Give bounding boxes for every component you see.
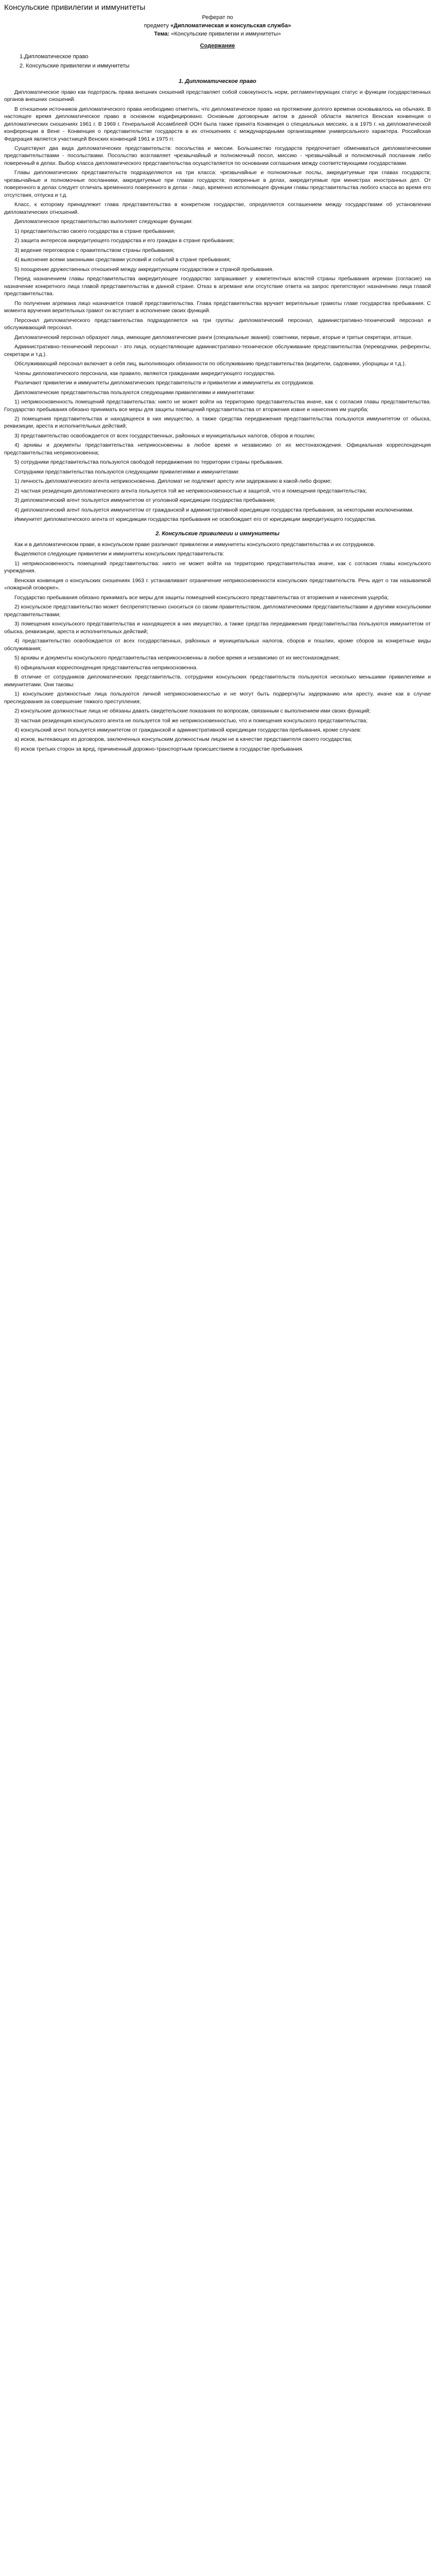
topic-value: «Консульские привилегии и иммунитеты» [171,30,281,37]
table-of-contents [4,42,431,71]
body-paragraph: 3) помещения консульского представительства и находящееся в них имущество, а также средства передвижения представительства пользуются иммунитетом от обыска, реквизиции, ареста и исполнительных действий; [4,621,431,635]
section-title: 1. Дипломатическое право [179,78,256,84]
body-paragraph: 5) поощрение дружественных отношений между аккредитующим государством и страной пребывания. [14,266,274,273]
body-paragraph: 5) архивы и документы консульского представительства неприкосновенны в любое время и независимо от их местонахождения; [14,655,340,662]
toc-title: Содержание [200,42,235,49]
body-paragraph: По получении агремана лицо назначается главой представительства. Глава представительства вручает верительные грамоты главе государства пребывания. С момента вручения верительных грамот он вступает в исполнение своих функций. [4,300,431,314]
body-paragraph: Как и в дипломатическом праве, в консульском праве различают привилегии и иммунитеты консульского представительства и их сотрудников. [14,541,375,548]
section [4,78,431,523]
document-kind: Реферат по [202,14,233,21]
body-paragraph: Персонал дипломатического представительства подразделяется на три группы: дипломатический персонал, административно-технический персонал и обслуживающий персонал. [4,317,431,331]
body-paragraph: Административно-технический персонал - это лица, осуществляющие административно-техническое обслуживание представительства (переводчики, референты, секретари и т.д.). [4,344,431,358]
body-paragraph: 1) неприкосновенность помещений представительства: никто не может войти на территорию представительства иначе, как с согласия главы консульского учреждения. [4,560,431,574]
body-paragraph: Государство пребывания обязано принимать все меры для защиты помещений консульского представительства от вторжения и нанесения ущерба; [14,594,389,601]
body-paragraph: В отношении источников дипломатического права необходимо отметить, что дипломатическое право на протяжении долгого времени основывалось на обычаях. В настоящее время дипломатическое право в основном кодифицировано. Основным договорным актом в данной области является Венская конвенция о дипломатических сношениях 1961 г. В 1969 г. Генеральной Ассамблеей ООН была также принята Конвенция о специальных миссиях, а в 1975 г. на дипломатической конференции в Вене - Конвенция о представительстве государств в их отношениях с международными организациями универсального характера. Российская Федерация является участницей Венских конвенций 1961 и 1975 гг. [4,106,431,142]
body-paragraph: 1) неприкосновенность помещений представительства: никто не может войти на территорию представительства иначе, как с согласия главы представительства. Государство пребывания обязано принимать все меры для защиты помещений представительства от вторжения извне и нанесения им ущерба; [4,399,431,413]
body-paragraph: Члены дипломатического персонала, как правило, являются гражданами аккредитующего государства. [14,370,275,377]
body-paragraph: Сотрудники представительства пользуются следующими привилегиями и иммунитетами: [14,468,240,475]
section-title: 2. Консульские привилегии и иммунитеты [155,530,280,537]
body-paragraph: б) исков третьих сторон за вред, причиненный дорожно-транспортным происшествием в государстве пребывания. [14,745,304,752]
body-paragraph: Выделяются следующие привилегии и иммунитеты консульских представительств: [14,551,224,557]
document-header [4,14,431,39]
body-paragraph: 3) дипломатический агент пользуется иммунитетом от уголовной юрисдикции государства пребывания; [14,497,276,504]
topic-label: Тема: [154,30,170,37]
body-paragraph: 4) представительство освобождается от всех государственных, районных и муниципальных налогов, сборов и пошлин, кроме сборов за конкретные виды обслуживания; [4,638,431,652]
body-paragraph: 4) выяснение всеми законными средствами условий и событий в стране пребывания; [14,257,231,263]
body-paragraph: Перед назначением главы представительства аккредитующее государство запрашивает у компетентных властей страны пребывания агреман (согласие) на назначение конкретного лица главой представительства в данной стране. Отказ в агремане или отсутствие ответа на запрос препятствуют назначению лица главой представительства. [4,276,431,297]
body-paragraph: 1) личность дипломатического агента неприкосновенна. Дипломат не подлежит аресту или задержанию в какой-либо форме; [14,478,332,485]
body-paragraph: Обслуживающий персонал включает в себя лиц, выполняющих обязанности по обслуживанию представительства (водители, садовники, уборщицы и т.д.). [14,361,406,367]
body-paragraph: Венская конвенция о консульских сношениях 1963 г. устанавливает ограничение неприкосновенности консульских представительств. Речь идет о так называемой «пожарной оговорке». [4,577,431,591]
body-paragraph: 1) консульские должностные лица пользуются личной неприкосновенностью и не могут быть подвергнуты задержанию или аресту, иначе как в случае преследования за совершение тяжкого преступления; [4,691,431,705]
body-paragraph: Иммунитет дипломатического агента от юрисдикции государства пребывания не освобождает его от юрисдикции аккредитующего государства. [14,516,377,523]
subject-label: предмету [144,22,169,29]
body-paragraph: 3) представительство освобождается от всех государственных, районных и муниципальных налогов, сборов и пошлин; [14,432,316,439]
body-paragraph: 6) официальная корреспонденция представительства неприкосновенна. [14,664,198,671]
body-paragraph: 5) сотрудники представительства пользуются свободой передвижения по территории страны пребывания. [14,459,283,466]
body-paragraph: 4) архивы и документы представительства неприкосновенны в любое время и независимо от их местонахождения. Официальная корреспонденция представительства неприкосновенна; [4,442,431,456]
section [4,531,431,753]
document-title: Консульские привилегии и иммунитеты [4,3,146,12]
body-paragraph: 2) консульские должностные лица не обязаны давать свидетельские показания по вопросам, связанным с выполнением ими своих функций; [14,708,371,715]
body-paragraph: 2) защита интересов аккредитующего государства и его граждан в стране пребывания; [14,238,234,244]
body-paragraph: 4) консульский агент пользуется иммунитетом от гражданской и административной юрисдикции государства пребывания, кроме случаев: [14,726,362,733]
body-paragraph: Дипломатическое право как подотрасль права внешних сношений представляет собой совокупность норм, регламентирующих статус и функции государственных органов внешних сношений. [4,89,431,103]
body-paragraph: 3) частная резиденция консульского агента не пользуется той же неприкосновенностью, что и помещения консульского представительства; [14,717,368,724]
body-paragraph: 3) ведение переговоров с правительством страны пребывания; [14,247,175,253]
toc-list [4,53,431,71]
document-page [0,0,436,765]
body-paragraph: 1) представительство своего государства в стране пребывания; [14,228,176,234]
body-paragraph: а) исков, вытекающих из договоров, заключенных консульским должностным лицом не в качестве представителя своего государства; [14,736,353,743]
body-paragraph: 2) помещения представительства и находящееся в них имущество, а также средства передвижения представительства пользуются иммунитетом от обыска, реквизиции, ареста и исполнительных действий; [4,416,431,430]
body-paragraph: Различают привилегии и иммунитеты дипломатических представительств и привилегии и иммунитеты их сотрудников. [14,380,315,386]
toc-item: 2. Консульские привилегии и иммунитеты [20,63,130,69]
toc-item: 1.Дипломатическое право [20,54,89,60]
subject-value: «Дипломатическая и консульская служба» [170,22,291,29]
topic-line [4,30,431,39]
body-paragraph: Дипломатическое представительство выполняет следующие функции: [14,218,193,225]
document-body [4,78,431,753]
body-paragraph: Главы дипломатических представительств подразделяются на три класса: чрезвычайные и полномочные послы, аккредитуемые при главах государств; чрезвычайные и полномочные посланники, аккредитуемые при главах государств; поверенные в делах, аккредитуемые при министрах иностранных дел. От поверенного в делах следует отличать временного поверенного в делах - лицо, временно исполняющее функции главы представительства любого класса во время его отсутствия, отпуска и т.д. [4,170,431,198]
body-paragraph: Существуют два вида дипломатических представительств: посольства и миссии. Большинство государств предпочитает обмениваться дипломатическими представительствами - посольствами. Посольство возглавляет чрезвычайный и полномочный посол, миссию - чрезвычайный и полномочный посланник либо поверенный в делах. Выбор класса дипломатического представительства осуществляется по основании соглашения между соответствующими государствами. [4,145,431,166]
body-paragraph: В отличие от сотрудников дипломатических представительств, сотрудники консульских представительств пользуются несколько меньшими привилегиями и иммунитетами. Они таковы: [4,674,431,688]
body-paragraph: 2) консульское представительство может беспрепятственно сноситься со своим правительством, дипломатическими представительствами и другими консульскими представительствами; [4,604,431,618]
subject-line [4,22,431,30]
body-paragraph: 4) дипломатический агент пользуется иммунитетом от гражданской и административной юрисдикции государства пребывания, за некоторыми исключениями. [14,506,414,513]
body-paragraph: 2) частная резиденция дипломатического агента пользуется той же неприкосновенностью и защитой, что и помещения представительства; [14,487,367,494]
body-paragraph: Дипломатические представительства пользуются следующими привилегиями и иммунитетами: [14,389,255,396]
body-paragraph: Дипломатический персонал образуют лица, имеющие дипломатические ранги (специальные звания): советники, первые, вторые и третьи секретари, атташе. [14,334,413,341]
body-paragraph: Класс, к которому принадлежит глава представительства в конкретном государстве, определяется соглашением между государствами об установлении дипломатических отношений. [4,201,431,215]
